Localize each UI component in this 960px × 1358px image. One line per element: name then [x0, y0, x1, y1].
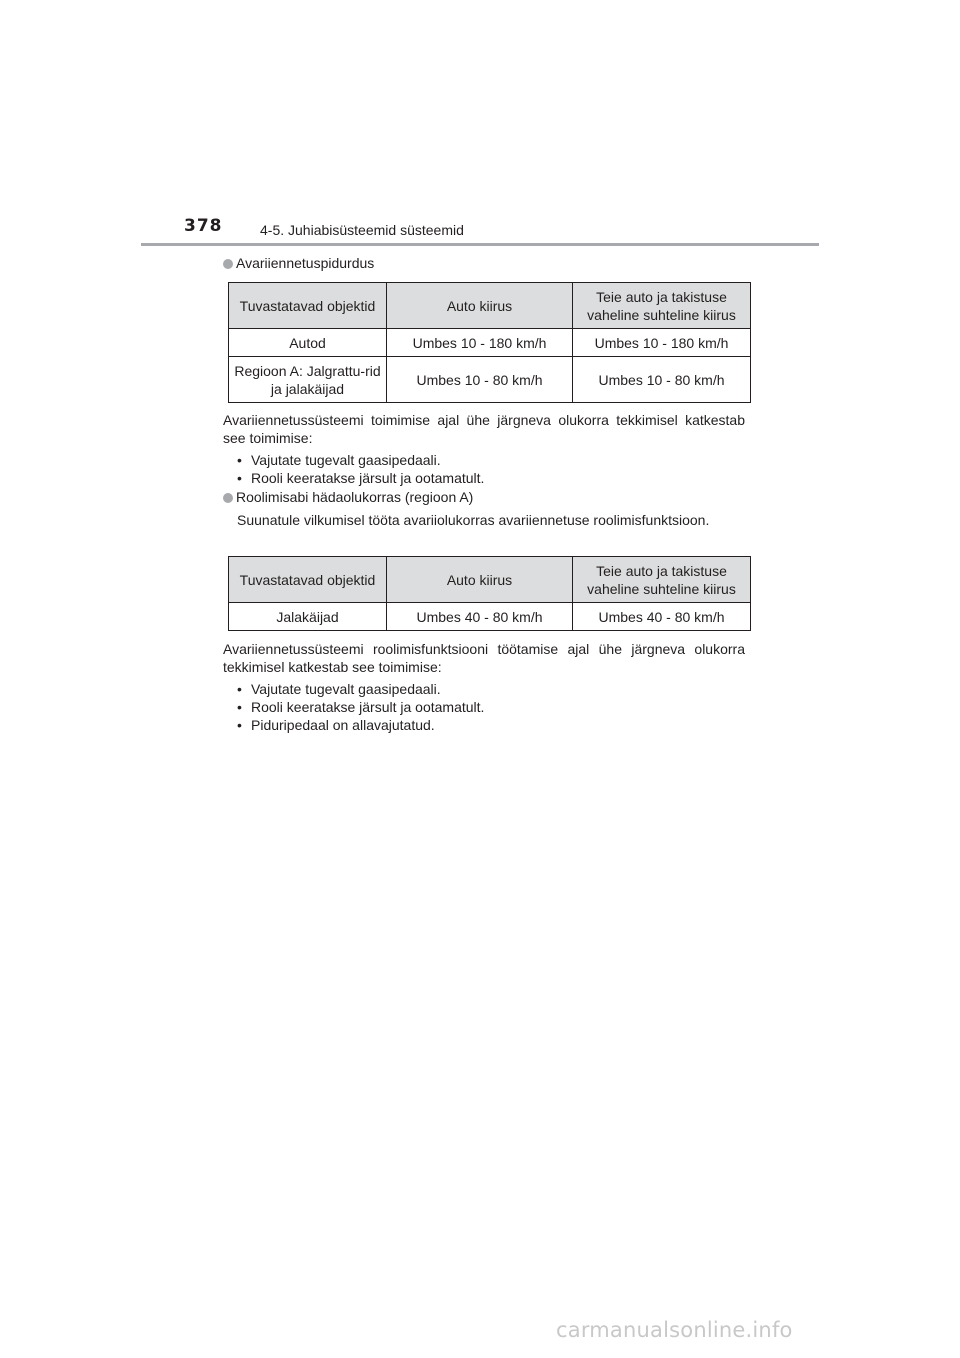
column-header: Teie auto ja takistuse vaheline suhteline kiirus	[573, 283, 751, 329]
heading-text: Avariiennetuspidurdus	[236, 255, 375, 271]
table-cell: Umbes 10 - 180 km/h	[573, 329, 751, 357]
column-header: Auto kiirus	[387, 557, 573, 603]
steering-spec-table	[228, 556, 751, 631]
table-cell: Autod	[229, 329, 387, 357]
section-title: 4-5. Juhiabisüsteemid süsteemid	[260, 222, 464, 238]
bullet-circle-icon	[223, 493, 233, 503]
table-cell: Jalakäijad	[229, 603, 387, 631]
list-item: • Rooli keeratakse järsult ja ootamatult.	[237, 698, 484, 716]
table-cell: Umbes 40 - 80 km/h	[573, 603, 751, 631]
table-cell: Umbes 10 - 80 km/h	[387, 357, 573, 403]
column-header: Teie auto ja takistuse vaheline suhteline kiirus	[573, 557, 751, 603]
column-header: Auto kiirus	[387, 283, 573, 329]
paragraph-steering-cancel: Avariiennetussüsteemi roolimisfunktsiooni töötamise ajal ühe järgneva olukorra tekkimisel katkestab see toimimise:	[223, 641, 745, 675]
table-cell: Umbes 10 - 80 km/h	[573, 357, 751, 403]
table-header-row	[229, 283, 751, 329]
bullet-list-braking	[237, 451, 484, 487]
paragraph-steering-intro: Suunatule vilkumisel tööta avariiolukorras avariiennetuse roolimisfunktsioon.	[237, 512, 710, 528]
bullet-circle-icon	[223, 259, 233, 269]
header-divider	[141, 243, 819, 246]
table-row	[229, 329, 751, 357]
list-item: • Vajutate tugevalt gaasipedaali.	[237, 451, 484, 469]
list-item: • Rooli keeratakse järsult ja ootamatult.	[237, 469, 484, 487]
column-header: Tuvastatavad objektid	[229, 557, 387, 603]
column-header: Tuvastatavad objektid	[229, 283, 387, 329]
bullet-list-steering	[237, 680, 484, 734]
watermark-text: carmanualsonline.info	[556, 1318, 793, 1342]
page-number: 378	[184, 216, 223, 236]
heading-text: Roolimisabi hädaolukorras (regioon A)	[236, 489, 474, 505]
table-row	[229, 357, 751, 403]
table-cell: Umbes 40 - 80 km/h	[387, 603, 573, 631]
table-row	[229, 603, 751, 631]
heading-emergency-braking	[223, 255, 374, 271]
heading-emergency-steering	[223, 489, 473, 505]
braking-spec-table	[228, 282, 751, 403]
paragraph-braking-cancel: Avariiennetussüsteemi toimimise ajal ühe järgneva olukorra tekkimisel katkestab see toimimise:	[223, 412, 745, 446]
list-item: • Piduripedaal on allavajutatud.	[237, 716, 484, 734]
table-cell: Regioon A: Jalgrattu-rid ja jalakäijad	[229, 357, 387, 403]
table-header-row	[229, 557, 751, 603]
table-cell: Umbes 10 - 180 km/h	[387, 329, 573, 357]
list-item: • Vajutate tugevalt gaasipedaali.	[237, 680, 484, 698]
